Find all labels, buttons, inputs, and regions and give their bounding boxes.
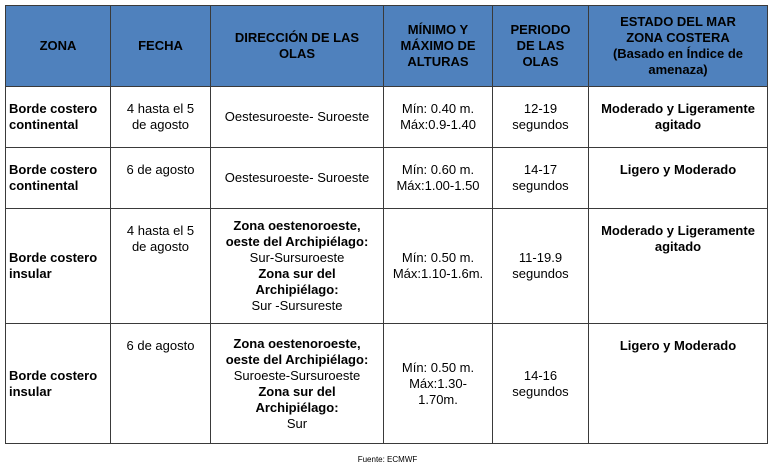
direccion-line: Sur -Sursureste [251, 298, 343, 313]
fecha-line: 4 hasta el 5 [126, 101, 195, 116]
zona-line: continental [9, 117, 79, 132]
direccion-cell [211, 87, 384, 148]
header-line: OLAS [278, 46, 316, 61]
alturas-line: Máx:0.9-1.40 [400, 117, 476, 132]
periodo-line: segundos [512, 117, 569, 132]
periodo-line: 11-19.9 [518, 250, 563, 265]
fecha-line: 6 de agosto [126, 162, 195, 177]
fecha-cell [111, 324, 211, 444]
table-row [6, 87, 768, 148]
direccion-cell [211, 148, 384, 209]
alturas-cell [384, 148, 493, 209]
header-row [6, 6, 768, 87]
direccion-cell [211, 209, 384, 324]
estado-line: agitado [654, 239, 702, 254]
estado-line: Ligero y Moderado [619, 162, 737, 177]
zona-line: insular [9, 383, 52, 399]
header-fecha: FECHA [111, 6, 211, 87]
alturas-line: Máx:1.00-1.50 [396, 178, 480, 193]
periodo-cell [493, 148, 589, 209]
fecha-line: 6 de agosto [126, 338, 195, 353]
zona-line: continental [9, 178, 79, 193]
periodo-cell [493, 209, 589, 324]
header-line: amenaza) [648, 62, 708, 77]
zona-line: Borde costero [9, 250, 98, 265]
alturas-line: 1.70m. [418, 391, 458, 407]
periodo-line: segundos [512, 178, 569, 193]
direccion-line: Oestesuroeste- Suroeste [224, 109, 370, 124]
estado-line: Moderado y Ligeramente [601, 223, 755, 238]
estado-cell [589, 324, 768, 444]
header-line: DIRECCIÓN DE LAS [234, 30, 360, 45]
estado-line: Ligero y Moderado [619, 338, 737, 353]
estado-line: agitado [654, 117, 702, 132]
zona-line: Borde costero [9, 162, 98, 177]
header-line: OLAS [522, 54, 559, 69]
periodo-cell [493, 87, 589, 148]
alturas-cell [384, 87, 493, 148]
zona-cell [6, 209, 111, 324]
alturas-line: Mín: 0.50 m. [401, 250, 475, 265]
estado-cell [589, 148, 768, 209]
direccion-line: Sur-Sursuroeste [249, 250, 345, 265]
zona-cell [6, 87, 111, 148]
direccion-line: Zona oestenoroeste, [233, 335, 361, 351]
header-line: ESTADO DEL MAR [620, 14, 736, 29]
direccion-line: Suroeste-Sursuroeste [233, 367, 361, 383]
direccion-cell [211, 324, 384, 444]
alturas-line: Mín: 0.50 m. [401, 359, 475, 375]
periodo-line: 14-17 [523, 162, 558, 177]
forecast-table [5, 5, 768, 444]
fecha-cell [111, 148, 211, 209]
direccion-line: Oestesuroeste- Suroeste [224, 170, 370, 185]
alturas-cell [384, 209, 493, 324]
periodo-line: 14-16 [523, 367, 558, 383]
direccion-line: Sur [286, 415, 308, 431]
header-alturas [384, 6, 493, 87]
source-note: Fuente: ECMWF [357, 455, 418, 464]
header-line: ZONA COSTERA [626, 30, 730, 45]
header-direccion [211, 6, 384, 87]
direccion-line: Zona sur del [258, 266, 336, 281]
fecha-cell [111, 209, 211, 324]
periodo-line: 12-19 [523, 101, 558, 116]
header-periodo [493, 6, 589, 87]
table-row [6, 324, 768, 444]
direccion-line: oeste del Archipiélago: [225, 351, 369, 367]
header-line: MÁXIMO DE [400, 38, 476, 53]
alturas-cell [384, 324, 493, 444]
header-line: PERIODO [510, 22, 571, 37]
alturas-line: Mín: 0.40 m. [401, 101, 475, 116]
fecha-line: de agosto [131, 239, 190, 254]
direccion-line: Zona sur del [258, 383, 336, 399]
direccion-line: Zona oestenoroeste, [233, 218, 361, 233]
header-line: DE LAS [516, 38, 565, 53]
header-estado [589, 6, 768, 87]
periodo-cell [493, 324, 589, 444]
header-zona: ZONA [6, 6, 111, 87]
periodo-line: segundos [512, 383, 569, 399]
direccion-line: Archipiélago: [255, 399, 339, 415]
direccion-line: Archipiélago: [255, 282, 339, 297]
header-line: (Basado en Índice de [612, 46, 744, 61]
zona-cell [6, 324, 111, 444]
zona-line: Borde costero [9, 367, 98, 383]
estado-cell [589, 209, 768, 324]
fecha-line: 4 hasta el 5 [126, 223, 195, 238]
fecha-cell [111, 87, 211, 148]
table-row [6, 148, 768, 209]
zona-line: Borde costero [9, 101, 98, 116]
zona-cell [6, 148, 111, 209]
header-line: ALTURAS [407, 54, 469, 69]
alturas-line: Máx:1.30- [409, 375, 467, 391]
alturas-line: Máx:1.10-1.6m. [392, 266, 484, 281]
header-line: MÍNIMO Y [407, 22, 469, 37]
table-row [6, 209, 768, 324]
fecha-line: de agosto [131, 117, 190, 132]
alturas-line: Mín: 0.60 m. [401, 162, 475, 177]
periodo-line: segundos [512, 266, 569, 281]
direccion-line: oeste del Archipiélago: [225, 234, 369, 249]
zona-line: insular [9, 266, 52, 281]
estado-line: Moderado y Ligeramente [601, 101, 755, 116]
estado-cell [589, 87, 768, 148]
